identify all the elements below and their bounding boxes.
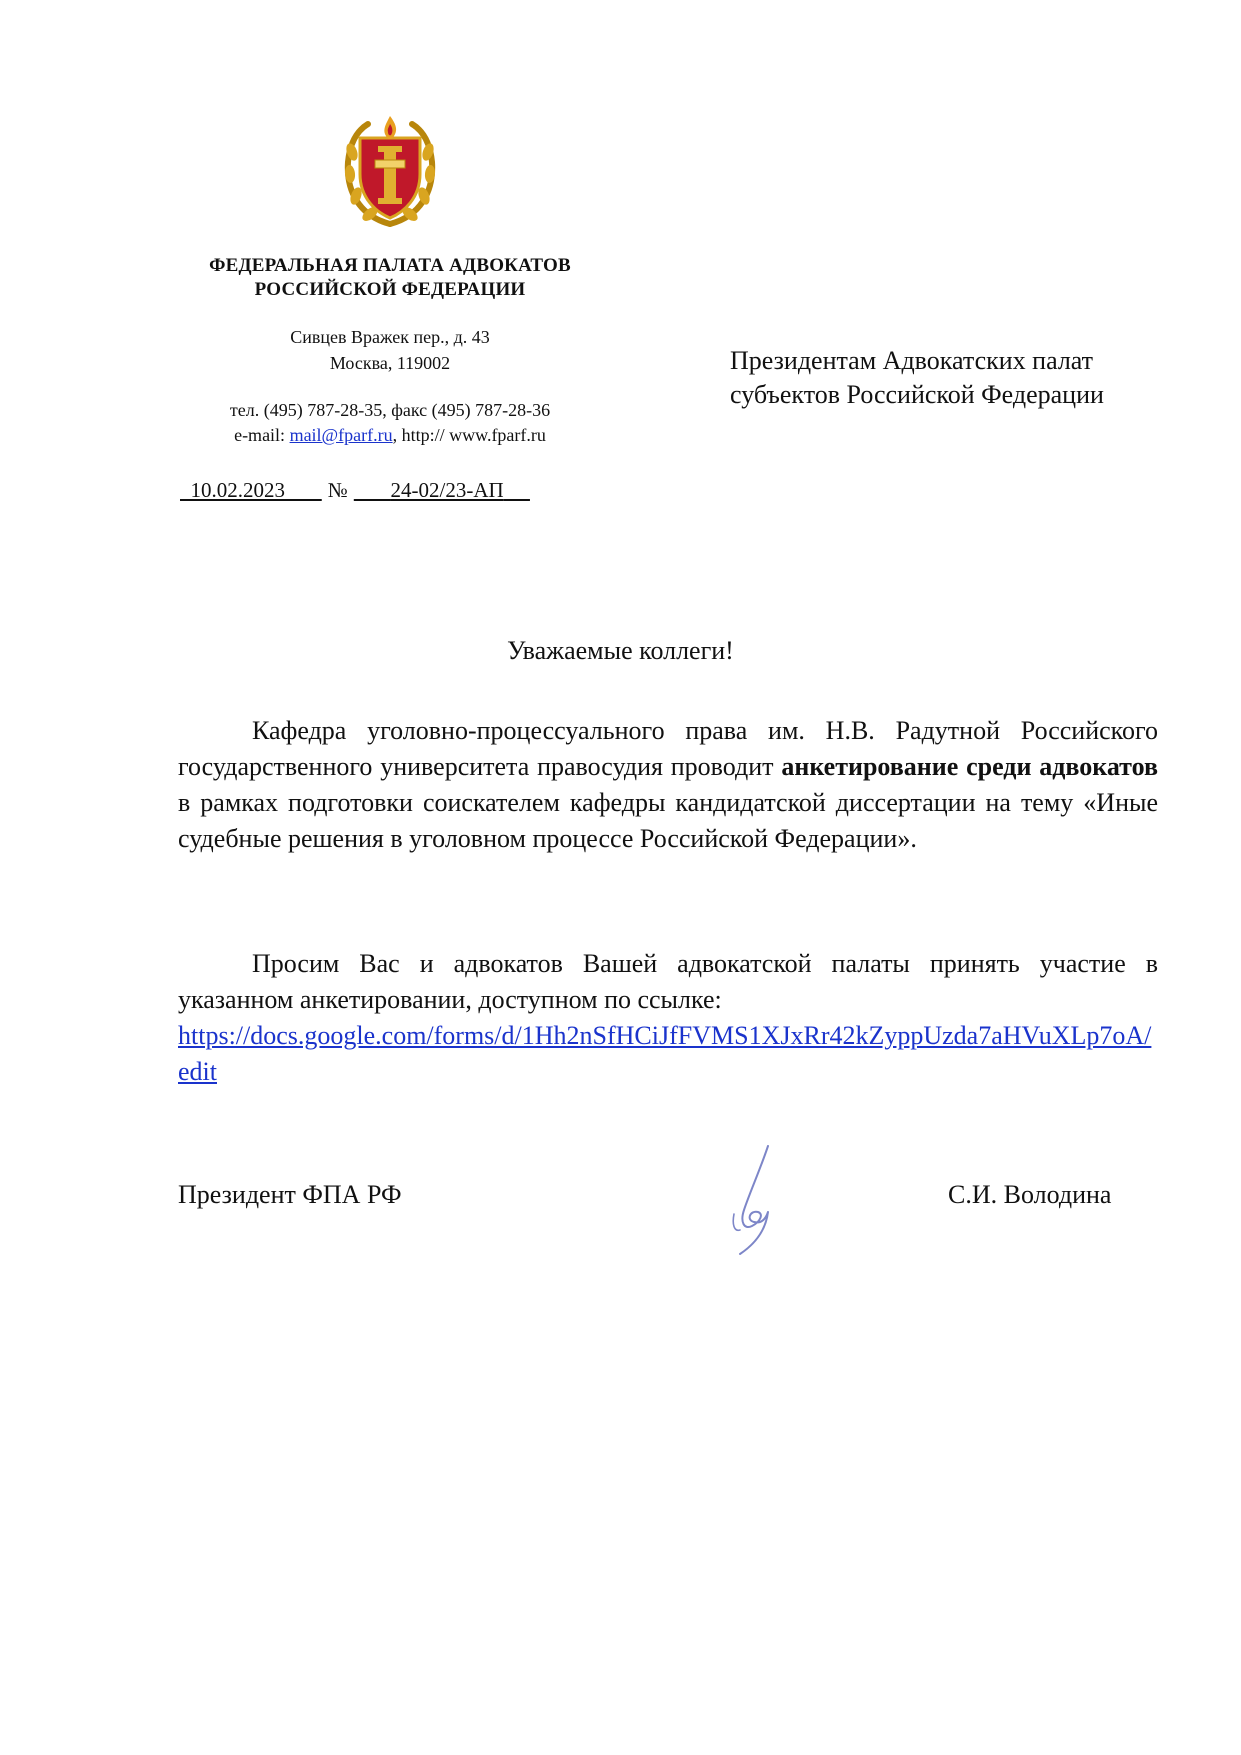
registration-date-field	[180, 478, 322, 502]
phone-fax-line: тел. (495) 787-28-35, факс (495) 787-28-36	[229, 400, 551, 420]
organization-contacts	[170, 398, 610, 448]
web-address: , http:// www.fparf.ru	[392, 425, 546, 445]
organization-name-line2: РОССИЙСКОЙ ФЕДЕРАЦИИ	[254, 279, 526, 300]
registration-number-field	[354, 478, 530, 502]
addressee-line2: субъектов Российской Федерации	[730, 380, 1104, 409]
paragraph-participation-request	[178, 946, 1158, 1090]
paragraph-bold-phrase: анкетирование среди адвокатов	[781, 752, 1159, 781]
handwritten-signature-icon	[710, 1140, 790, 1260]
survey-link[interactable]: https://docs.google.com/forms/d/1Hh2nSfHCiJfFVMS1XJxRr42kZyppUzda7aHVuXLp7oA/edit	[178, 1021, 1152, 1086]
address-street: Сивцев Вражек пер., д. 43	[290, 327, 490, 347]
email-web-line	[170, 423, 610, 448]
paragraph-part1: Кафедра уголовно-процессуального права им. Н.В. Радутной Российского государственного университета правосудия проводит	[178, 716, 1158, 781]
letterhead	[170, 112, 610, 448]
request-text: Просим Вас и адвокатов Вашей адвокатской палаты принять участие в указанном анкетировании, доступном по ссылке:	[178, 949, 1158, 1014]
email-prefix: e-mail:	[234, 425, 290, 445]
email-link[interactable]: mail@fparf.ru	[289, 425, 393, 445]
addressee-line1: Президентам Адвокатских палат	[730, 346, 1094, 375]
paragraph-text	[178, 713, 1158, 857]
signatory-name: С.И. Володина	[948, 1180, 1112, 1209]
paragraph-survey-announcement	[178, 713, 1158, 857]
number-sign: №	[327, 478, 348, 502]
address-city: Москва, 119002	[329, 353, 451, 373]
salutation: Уважаемые коллеги!	[507, 636, 734, 665]
registration-number: 24-02/23-АП	[390, 478, 504, 502]
signatory-title: Президент ФПА РФ	[178, 1180, 402, 1209]
registration-date: 10.02.2023	[190, 478, 285, 502]
bar-association-emblem-icon	[342, 112, 438, 230]
organization-name-line1: ФЕДЕРАЛЬНАЯ ПАЛАТА АДВОКАТОВ	[209, 255, 571, 276]
addressee-block	[730, 344, 1104, 412]
paragraph-part2: в рамках подготовки соискателем кафедры кандидатской диссертации на тему «Иные судебные решения в уголовном процессе Российской Федерации».	[178, 788, 1158, 853]
organization-name	[170, 254, 610, 302]
organization-address	[170, 324, 610, 376]
registration-line	[180, 478, 530, 503]
